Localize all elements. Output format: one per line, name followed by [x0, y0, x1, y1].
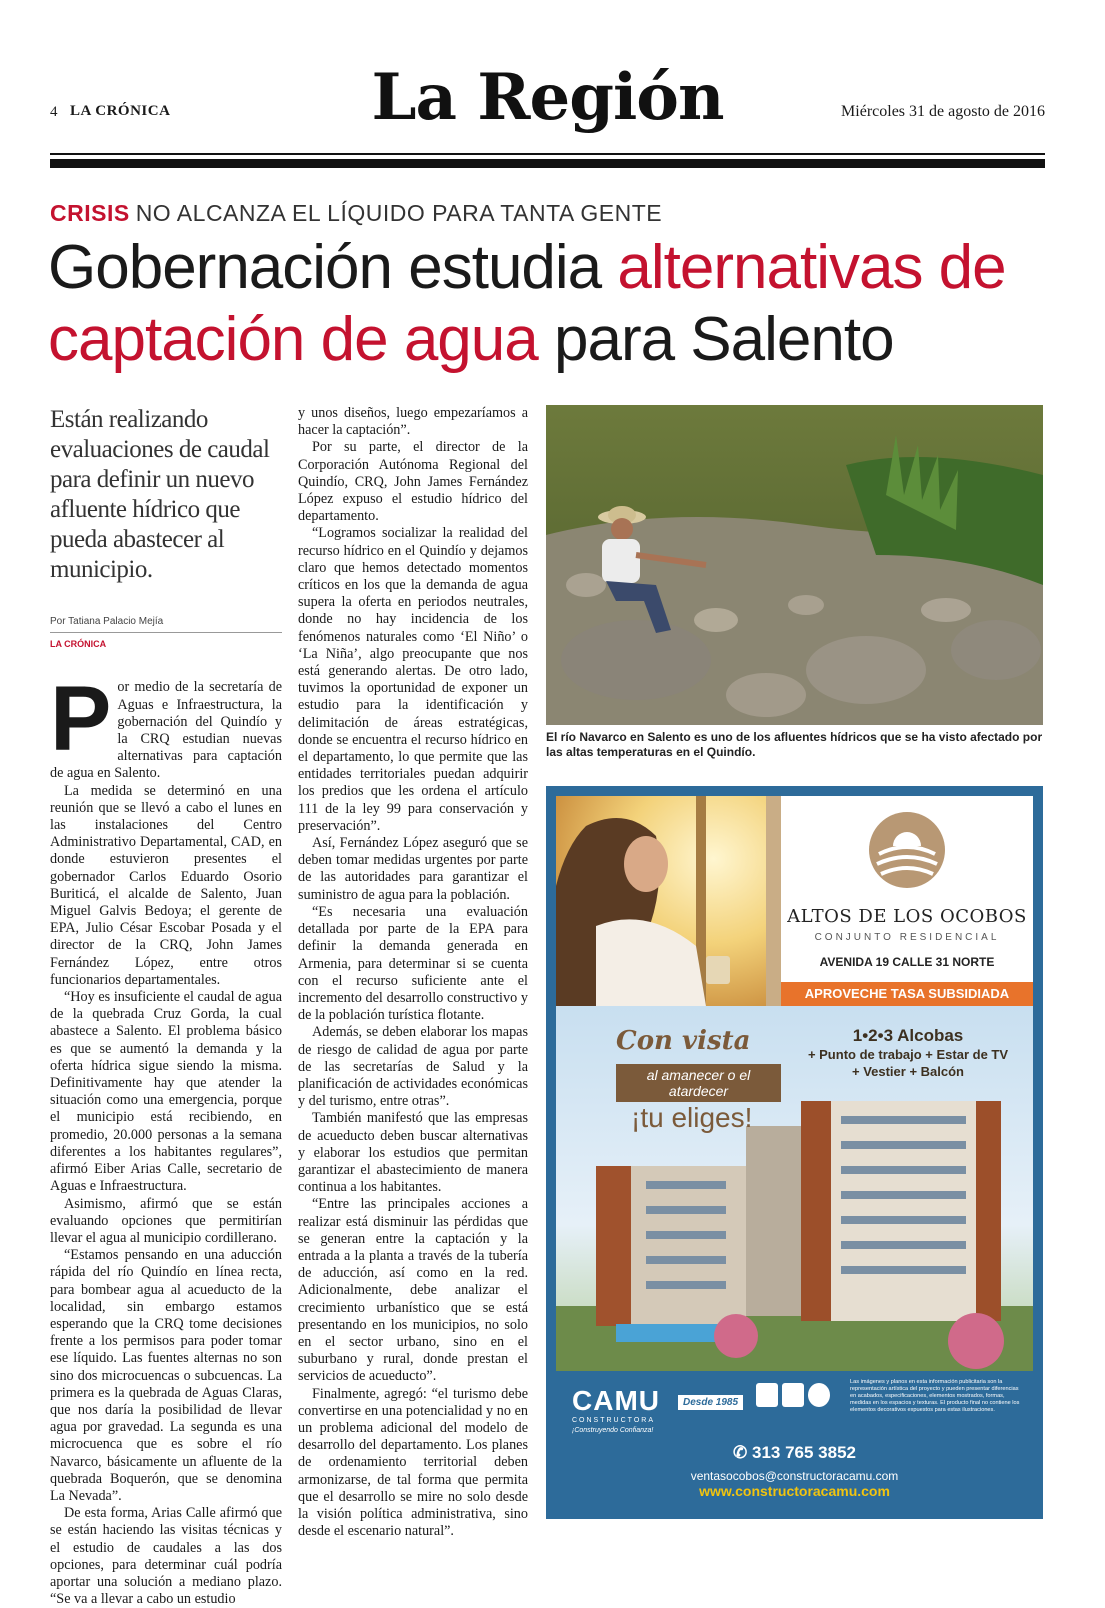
certification-icon [756, 1383, 778, 1407]
masthead-rule-thin [50, 153, 1045, 155]
ad-brand-name: ALTOS DE LOS OCOBOS [787, 906, 1027, 927]
paragraph: “Entre las principales acciones a realizar está disminuir las pérdidas que se generan entre la captación y la entrada a la planta a través de la tubería de aducción, así como en la red. Adicionalmente, debe analizar el crecimiento urbanístico que se está presentando en los municipios, no solo en el sector urbano, sino en el suburbano y rural, donde prestan el servicios de acueducto”. [298, 1196, 528, 1385]
paragraph: “Es necesaria una evaluación detallada por parte de la EPA para definir la demanda generada en Armenia, para determinar si se cuenta con el recurso suficiente ante el incremento del desarrollo constructivo y de la población turística flotante. [298, 903, 528, 1024]
river-photo [546, 405, 1043, 725]
paragraph: “Hoy es insuficiente el caudal de agua de la quebrada Cruz Gorda, la cual abastece a Salento. El problema básico es que se aumentó la demanda y la oferta hídrica sigue siendo la misma. Definitivamente hay que atender la situación como una emergencia, porque el municipio está recibiendo, en promedio, 20.000 personas a la semana diferentes a los habitantes regulares”, afirmó Eiber Arias Calle, secretario de Aguas e Infraestructura. [50, 989, 282, 1195]
masthead [50, 60, 1045, 140]
certification-icons [756, 1383, 830, 1407]
company-tagline: ¡Construyendo Confianza! [572, 1427, 654, 1434]
ad-you-choose: ¡tu eliges! [631, 1102, 753, 1133]
ad-address: AVENIDA 19 CALLE 31 NORTE [819, 955, 995, 969]
sales-email: ventasocobos@constructoracamu.com [690, 1469, 899, 1483]
paragraph: y unos diseños, luego empezaríamos a hacer la captación”. [298, 405, 528, 439]
phone-number: 313 765 3852 [751, 1443, 856, 1462]
ad-window-photo [556, 796, 781, 1006]
paragraph: Finalmente, agregó: “el turismo debe convertirse en una potencialidad y no en un problema adicional del modelo de desarrollo del departamento. Los planes de ordenamiento territorial deben armonizarse, de tal forma que permita que el desarrollo se mire no solo desde la visión política administrativa, sino desde el escenario natural”. [298, 1385, 528, 1540]
certification-icon [808, 1383, 830, 1407]
ad-bedrooms: 1•2•3 Alcobas [852, 1026, 964, 1045]
issue-date: Miércoles 31 de agosto de 2016 [841, 103, 1045, 120]
article-column-1 [50, 405, 282, 1608]
paragraph: “Estamos pensando en una aducción rápida del río Quindío en línea recta, para bombear agua al acueducto de la localidad, sin embargo estamos esperando que la CRQ tome decisiones frente a los permisos para poder tomar ese líquido. Las fuentes alternas no son sino dos microcuencas o subcuencas. La primera es la quebrada de Aguas Claras, que nos daría la posibilidad de llevar agua por gravedad. La segunda es una microcuenca que es sobre el río Navarco, básicamente un afluente de la quebrada Boquerón, que se denomina La Nevada”. [50, 1247, 282, 1504]
legal-disclaimer: Las imágenes y planos en esta información publicitaria son la representación artística del proyecto y pueden presentar diferencias en acabados, especificaciones, elementos mostrados, formas, medidas en los espacios y texturas. El producto final no contiene los elementos decorativos expuestos para estas ilustraciones. [850, 1379, 1020, 1413]
photo-caption: El río Navarco en Salento es uno de los afluentes hídricos que se ha visto afectado por las altas temperaturas en el Quindío. [546, 730, 1043, 759]
ad-building-scene [556, 1006, 1033, 1371]
ad-brand-block [781, 796, 1033, 986]
paper-name: LA CRÓNICA [70, 103, 171, 119]
paragraph: “Logramos socializar la realidad del recurso hídrico en el Quindío y dejamos claro que hemos detectado momentos críticos en los que la demanda de agua supera la oferta en periodos neutrales, donde no hay incidencia de los fenómenos naturales como ‘El Niño’ o ‘La Niña’, algo preocupante que nos está generando alertas. De otro lado, tuvimos la oportunidad de exponer un estudio para la identificación y delimitación de áreas estratégicas, donde se encuentra el recurso hídrico en el departamento, lo que permite que las entidades territoriales puedan adquirir los predios que les ordena el artículo 111 de la ley 99 para conservación y preservación”. [298, 525, 528, 834]
paragraph: Así, Fernández López aseguró que se deben tomar medidas urgentes por parte de las autoridades para garantizar el suministro de agua para la población. [298, 835, 528, 903]
website: www.constructoracamu.com [699, 1483, 890, 1499]
certification-icon [782, 1383, 804, 1407]
kicker-tag: CRISIS [50, 200, 130, 226]
section-title: La Región [371, 60, 724, 135]
ad-features-line-2: + Vestier + Balcón [851, 1064, 964, 1079]
page-number: 4 [50, 104, 58, 120]
article-summary: Están realizando evaluaciones de caudal para definir un nuevo afluente hídrico que pueda abastecer al municipio. [50, 406, 270, 583]
byline-org: LA CRÓNICA [50, 639, 107, 650]
headline-part-2: para Salento [537, 305, 894, 374]
river-photo-illustration [546, 405, 1043, 725]
logo-sun-field-icon [867, 810, 947, 890]
woman-window-illustration [556, 796, 781, 1006]
paragraph: Asimismo, afirmó que se están evaluando opciones que permitirían llevar el agua al municipio cordillerano. [50, 1195, 282, 1246]
paragraph: Por su parte, el director de la Corporación Autónoma Regional del Quindío, CRQ, John James Fernández López expuso el estudio hídrico del departamento. [298, 439, 528, 525]
article-column-2 [298, 405, 528, 1540]
article-kicker [50, 200, 662, 227]
company-logo: CAMU [572, 1385, 660, 1416]
ad-promo-bar: APROVECHE TASA SUBSIDIADA [781, 982, 1033, 1006]
paragraph: Por medio de la secretaría de Aguas e Infraestructura, la gobernación del Quindío y la CRQ estudian nuevas alternativas para captación de agua en Salento. [50, 668, 282, 782]
ad-con-vista: Con vista [616, 1026, 751, 1056]
kicker-text: NO ALCANZA EL LÍQUIDO PARA TANTA GENTE [135, 200, 663, 226]
drop-cap: P [50, 668, 112, 771]
ad-brand-subtitle: CONJUNTO RESIDENCIAL [814, 932, 1000, 943]
real-estate-ad [546, 786, 1043, 1519]
ad-features [803, 1026, 1013, 1080]
since-badge: Desde 1985 [678, 1395, 743, 1410]
paragraph: De esta forma, Arias Calle afirmó que se están haciendo las visitas técnicas y el estudio de caudales a las dos opciones, para determinar cuál podría aportar una solución a mediano plazo. “Se va a llevar a cabo un estudio [50, 1505, 282, 1608]
paragraph: La medida se determinó en una reunión que se llevó a cabo el lunes en las instalaciones del Centro Administrativo Departamental, CAD, en donde estuvieron presentes el gobernador Carlos Eduardo Osorio Buriticá, el alcalde de Salento, Juan Miguel Galvis Bedoya; el gerente de EPA, Julio César Escobar Posada y el director de la CRQ, John James Fernández López, entre otros funcionarios departamentales. [50, 782, 282, 988]
ad-footer [556, 1371, 1033, 1509]
paragraph: También manifestó que las empresas de acueducto deben buscar alternativas y elaborar los estudios que permitan garantizar el abastecimiento de manera continua a los habitantes. [298, 1110, 528, 1196]
headline-red: alternativas de captación de agua [48, 233, 1006, 374]
headline-part-1: Gobernación estudia [48, 233, 618, 302]
whatsapp-icon: ✆ [733, 1443, 752, 1462]
ad-features-line-1: + Punto de trabajo + Estar de TV [807, 1047, 1009, 1062]
byline: Por Tatiana Palacio Mejía [50, 613, 282, 633]
article-headline [48, 232, 1048, 376]
masthead-rule-thick [50, 159, 1045, 168]
ad-dawn-dusk: al amanecer o el atardecer [616, 1064, 781, 1102]
paragraph: Además, se deben elaborar los mapas de riesgo de calidad de agua por parte de las secretarías de Salud y la planificación de actividades económicas y del turismo, entre otras”. [298, 1024, 528, 1110]
company-subtitle: CONSTRUCTORA [572, 1417, 655, 1424]
phone-line [556, 1443, 1033, 1463]
